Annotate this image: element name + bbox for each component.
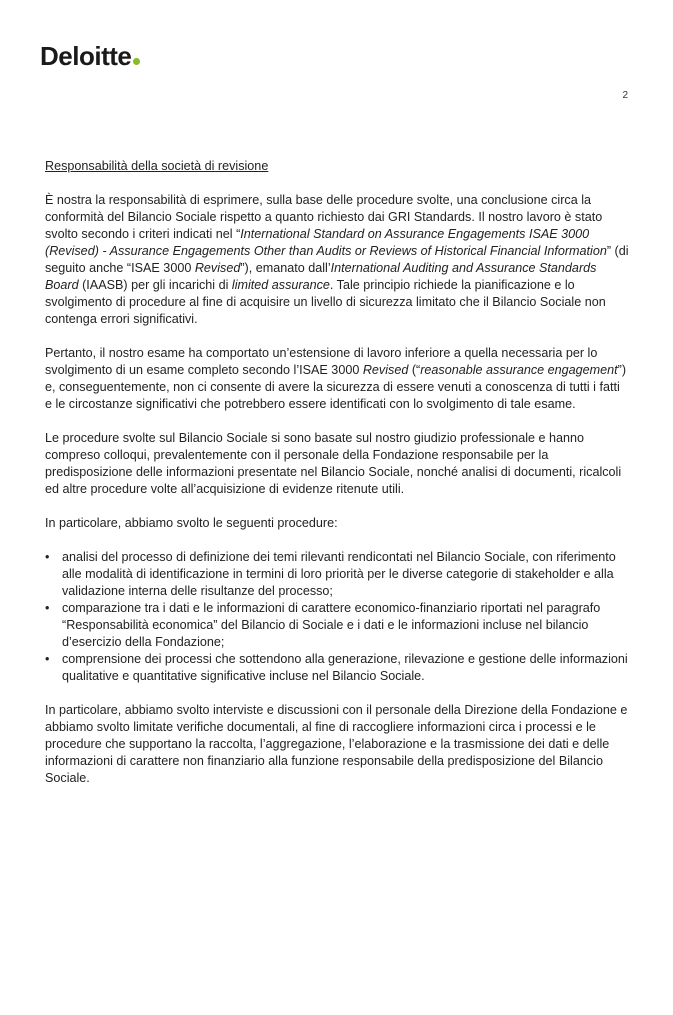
p1-text-2: ” (di seguito anche “ISAE 3000 [45,244,629,275]
p1-italic-3: International Auditing and Assurance Standards Board [45,261,597,292]
p2-text-3: ”) e, conseguentemente, non ci consente di avere la sicurezza di essere venuti a conoscenza di tutti i fatti e le circostanze significativi che potrebbero essere identificati con lo svolgimento di tale esame. [45,363,627,411]
paragraph-procedures: Le procedure svolte sul Bilancio Sociale si sono basate sul nostro giudizio professionale e hanno compreso colloqui, prevalentemente con il personale della Fondazione responsabile per la predisposizione delle informazioni presentate nel Bilancio Sociale, nonché analisi di documenti, ricalcoli ed altre procedure volte all’acquisizione di evidenze ritenute utili. [45,431,622,496]
p1-text-4: (IAASB) per gli incarichi di [78,278,232,292]
paragraph-interviews: In particolare, abbiamo svolto interviste e discussioni con il personale della Direzione della Fondazione e abbiamo svolto limitate verifiche documentali, al fine di raccogliere informazioni circa i processi e le procedure che supportano la raccolta, l’aggregazione, l’elaborazione e la trasmissione dei dati e delle informazioni di carattere non finanziario alla funzione responsabile della predisposizione del Bilancio Sociale. [45,703,628,785]
logo-dot-icon [133,58,140,65]
procedures-list [45,549,630,685]
paragraph-responsibility [45,192,630,328]
paragraph-procedures-intro: In particolare, abbiamo svolto le seguenti procedure: [45,516,338,530]
section-heading: Responsabilità della società di revisione [45,159,269,173]
deloitte-logo [40,40,140,72]
p1-text-5: . Tale principio richiede la pianificazione e lo svolgimento di procedure al fine di acquisire un livello di sicurezza limitato che il Bilancio Sociale non contenga errori significativi. [45,278,606,326]
list-item [45,651,630,685]
p2-italic-2: reasonable assurance engagement [420,363,618,377]
list-item-text: analisi del processo di definizione dei temi rilevanti rendicontati nel Bilancio Sociale, con riferimento alle modalità di identificazione in termini di loro priorità per le diverse categorie di stakeholder e alla validazione interna delle risultanze del processo; [62,550,616,598]
paragraph-scope [45,345,630,413]
p1-text-1: È nostra la responsabilità di esprimere, sulla base delle procedure svolte, una conclusione circa la conformità del Bilancio Sociale rispetto a quanto richiesto dai GRI Standards. Il nostro lavoro è stato svolto secondo i criteri indicati nel “ [45,193,603,241]
p2-text-2: (“ [408,363,421,377]
bullet-icon: • [45,601,50,615]
p1-text-3: ”), emanato dall’ [240,261,331,275]
bullet-icon: • [45,652,50,666]
list-item-text: comparazione tra i dati e le informazioni di carattere economico-finanziario riportati nel paragrafo “Responsabilità economica” del Bilancio di Sociale e i dati e le informazioni incluse nel bilancio d’esercizio della Fondazione; [62,601,601,649]
logo-text: Deloitte [40,41,132,71]
p1-italic-4: limited assurance [231,278,330,292]
list-item [45,600,630,651]
list-item-text: comprensione dei processi che sottendono alla generazione, rilevazione e gestione delle informazioni qualitative e quantitative significative incluse nel Bilancio Sociale. [62,652,628,683]
p1-italic-1: International Standard on Assurance Engagements ISAE 3000 (Revised) - Assurance Engagements Other than Audits or Reviews of Historical Financial Information [45,227,607,258]
bullet-icon: • [45,550,50,564]
p2-italic-1: Revised [362,363,409,377]
list-item [45,549,630,600]
page-number: 2 [622,90,628,101]
p2-text-1: Pertanto, il nostro esame ha comportato un’estensione di lavoro inferiore a quella necessaria per lo svolgimento di un esame completo secondo l’ISAE 3000 [45,346,598,377]
document-body [45,158,630,804]
p1-italic-2: Revised [194,261,241,275]
